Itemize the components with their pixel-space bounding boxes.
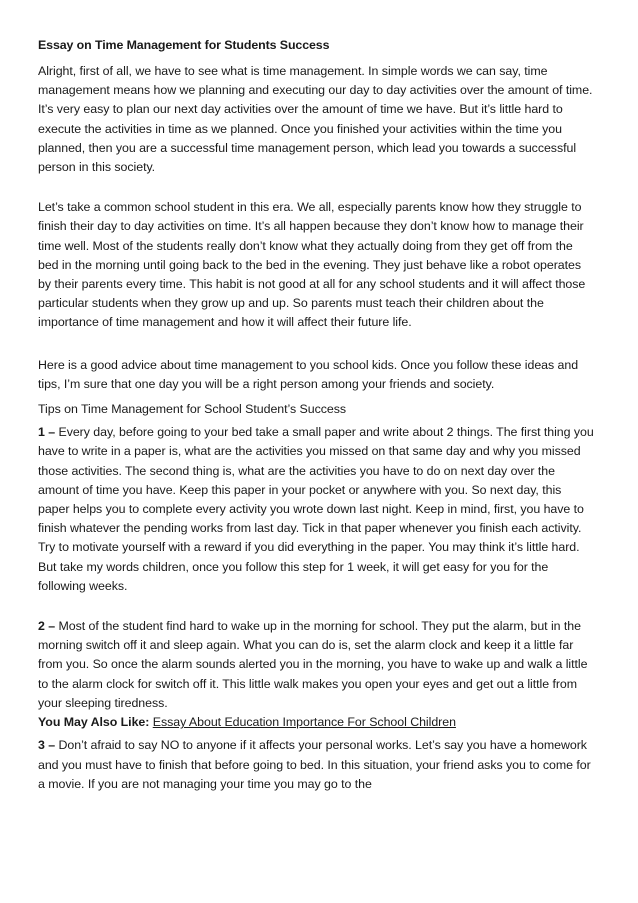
school-student-paragraph: Let’s take a common school student in this era. We all, especially parents know how they struggle to finish their day to day activities on time. It’s all happen because they don’t know how to manage their time well. Most of the students really don’t know what they actually doing from they get off from the bed in the morning until going back to the bed in the evening. They just behave like a robot operates by their parents every time. This habit is not good at all for any school students and it will affect those particular students when they grow up and up. So parents must teach their children about the importance of time management and how it will affect their future life. (38, 200, 586, 330)
tip-paragraph-1 (38, 423, 596, 596)
tip-text: Every day, before going to your bed take a small paper and write about 2 things. The first thing you have to write in a paper is, what are the activities you missed on that same day and why you missed those activities. The second thing is, what are the activities you have to do on next day over the amount of time you have. Keep this paper in your pocket or anywhere with you. So next day, this paper helps you to complete every activity you wrote down last night. Keep in mind, first, you have to finish whatever the pending works from last day. Tick in that paper whenever you finish each activity. Try to motivate yourself with a reward if you did everything in the paper. You may think it’s little hard. But take my words children, once you follow this step for 1 week, it will get easy for you for the following weeks. (38, 425, 594, 593)
paragraph-spacer (38, 596, 596, 617)
document-title: Essay on Time Management for Students Success (38, 38, 330, 52)
also-like-link[interactable]: Essay About Education Importance For School Children (152, 715, 456, 730)
advice-paragraph: Here is a good advice about time management to you school kids. Once you follow these ideas and tips, I’m sure that one day you will be a right person among your friends and society. (38, 357, 579, 391)
tip-text: Don’t afraid to say NO to anyone if it affects your personal works. Let’s say you have a homework and you must have to finish that before going to bed. In this situation, your friend asks you to come for a movie. If you are not managing your time you may go to the (38, 738, 591, 791)
tip-number: 2 – (38, 619, 56, 634)
intro-paragraph: Alright, first of all, we have to see what is time management. In simple words we can say, time management means how we planning and executing our day to day activities over the amount of time. It’s very easy to plan our next day activities over the amount of time we have. But it’s little hard to execute the activities in time as we planned. Once you finished your activities within the time you planned, then you are a successful time management person, which lead you towards a successful person in this society. (38, 64, 593, 175)
paragraph-spacer (38, 333, 596, 356)
paragraph-spacer (38, 177, 596, 198)
tip-text: Most of the student find hard to wake up in the morning for school. They put the alarm, but in the morning switch off it and sleep again. What you can do is, set the alarm clock and keep it a little far from you. So once the alarm sounds alerted you in the morning, you have to wake up and walk a little to the alarm clock for switch off it. This little walk makes you open your eyes and get out a little from your sleeping tiredness. (38, 619, 588, 710)
tip-number: 1 – (38, 425, 56, 440)
tip-paragraph-3 (38, 736, 596, 794)
also-like-line (38, 713, 596, 732)
also-like-label: You May Also Like: (38, 715, 150, 730)
tip-number: 3 – (38, 738, 56, 753)
tips-heading: Tips on Time Management for School Student’s Success (38, 402, 347, 417)
tip-paragraph-2 (38, 617, 596, 713)
